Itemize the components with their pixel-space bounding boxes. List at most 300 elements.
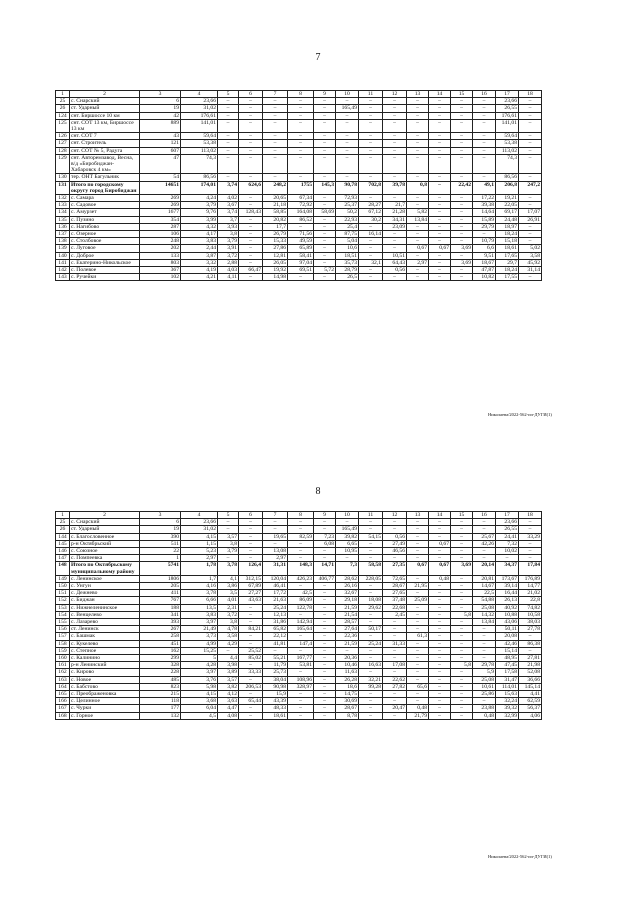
value-cell: 26,5: [336, 274, 359, 281]
value-cell: –: [359, 147, 383, 154]
value-cell: 126,4: [239, 562, 263, 575]
column-header: 18: [519, 512, 542, 519]
value-cell: 37,48: [383, 597, 407, 604]
value-cell: 50,2: [336, 209, 359, 216]
value-cell: –: [314, 98, 336, 105]
value-cell: 0,56: [383, 267, 407, 274]
value-cell: –: [383, 231, 407, 238]
value-cell: 142,94: [288, 619, 314, 626]
value-cell: –: [519, 647, 542, 654]
value-cell: –: [407, 540, 429, 547]
value-cell: 14,71: [314, 562, 336, 575]
value-cell: –: [451, 519, 473, 526]
value-cell: 215: [140, 691, 181, 698]
value-cell: 42,46: [496, 640, 519, 647]
value-cell: 177: [140, 705, 181, 712]
value-cell: –: [314, 604, 336, 611]
table-row: [56, 533, 542, 540]
value-cell: 0,48: [429, 575, 451, 582]
row-number-cell: 139: [56, 245, 70, 252]
value-cell: 47,87: [473, 267, 496, 274]
value-cell: 48,33: [263, 705, 288, 712]
value-cell: 6: [140, 519, 181, 526]
value-cell: 5,72: [314, 267, 336, 274]
value-cell: 22,42: [451, 181, 473, 194]
settlement-name-cell: снт. СОТ № 5, Радуга: [70, 147, 140, 154]
value-cell: 12,81: [263, 252, 288, 259]
value-cell: 99,28: [359, 683, 383, 690]
value-cell: –: [451, 597, 473, 604]
value-cell: 4,02: [218, 195, 239, 202]
value-cell: –: [336, 555, 359, 562]
value-cell: 10,82: [473, 274, 496, 281]
value-cell: 43,06: [496, 619, 519, 626]
value-cell: 85,02: [239, 655, 263, 662]
value-cell: –: [473, 98, 496, 105]
column-header: 9: [314, 512, 336, 519]
row-number-cell: 126: [56, 133, 70, 140]
value-cell: 27,82: [383, 683, 407, 690]
value-cell: –: [314, 705, 336, 712]
value-cell: –: [218, 98, 239, 105]
settlement-name-cell: снт. СОТ 7: [70, 133, 140, 140]
value-cell: 3,83: [181, 238, 218, 245]
value-cell: –: [429, 209, 451, 216]
table-row: [56, 548, 542, 555]
value-cell: –: [314, 119, 336, 132]
row-number-cell: 141: [56, 259, 70, 266]
settlement-name-cell: с. Озерное: [70, 231, 140, 238]
row-number-cell: 167: [56, 705, 70, 712]
value-cell: 26,13: [496, 597, 519, 604]
value-cell: –: [314, 590, 336, 597]
column-header: 2: [70, 512, 140, 519]
value-cell: 0,56: [383, 533, 407, 540]
value-cell: –: [473, 698, 496, 705]
value-cell: 86,56: [496, 174, 519, 181]
row-number-cell: 135: [56, 216, 70, 223]
value-cell: 4,99: [181, 640, 218, 647]
row-number-cell: 142: [56, 267, 70, 274]
value-cell: –: [359, 548, 383, 555]
value-cell: 141,01: [181, 119, 218, 132]
table-row: [56, 267, 542, 274]
value-cell: 39,78: [383, 181, 407, 194]
value-cell: 25,09: [407, 597, 429, 604]
column-header: 2: [70, 91, 140, 98]
table-row: [56, 604, 542, 611]
row-number-cell: 157: [56, 633, 70, 640]
value-cell: –: [359, 669, 383, 676]
value-cell: 13,08: [263, 548, 288, 555]
value-cell: –: [429, 691, 451, 698]
value-cell: 29,18: [336, 597, 359, 604]
settlement-name-cell: с. Столбовое: [70, 238, 140, 245]
value-cell: –: [288, 540, 314, 547]
value-cell: 5,23: [181, 548, 218, 555]
value-cell: 65,89: [288, 245, 314, 252]
value-cell: 4,15: [181, 691, 218, 698]
value-cell: 38,04: [263, 676, 288, 683]
value-cell: –: [473, 647, 496, 654]
value-cell: 3,79: [218, 548, 239, 555]
value-cell: 10,79: [473, 238, 496, 245]
row-number-cell: 140: [56, 252, 70, 259]
value-cell: 0,8: [407, 181, 429, 194]
value-cell: –: [314, 548, 336, 555]
table-row: [56, 245, 542, 252]
column-header: 11: [359, 91, 383, 98]
settlement-name-cell: с. Самара: [70, 195, 140, 202]
row-number-cell: 129: [56, 154, 70, 174]
value-cell: –: [288, 274, 314, 281]
value-cell: 188: [140, 604, 181, 611]
value-cell: 3,97: [181, 619, 218, 626]
settlement-name-cell: р-н Октябрьский: [70, 540, 140, 547]
value-cell: 27,27: [239, 590, 263, 597]
value-cell: –: [407, 267, 429, 274]
table-row: [56, 597, 542, 604]
value-cell: 328: [140, 662, 181, 669]
value-cell: 4,5: [181, 712, 218, 719]
value-cell: –: [407, 662, 429, 669]
value-cell: 132: [140, 712, 181, 719]
value-cell: 702,8: [359, 181, 383, 194]
value-cell: 18,24: [496, 231, 519, 238]
row-number-cell: 26: [56, 526, 70, 533]
table-row: [56, 611, 542, 618]
value-cell: –: [218, 519, 239, 526]
value-cell: 165,49: [336, 105, 359, 112]
value-cell: –: [359, 98, 383, 105]
value-cell: –: [239, 231, 263, 238]
value-cell: 4,12: [218, 691, 239, 698]
settlement-name-cell: с. Чурки: [70, 705, 140, 712]
value-cell: 0,67: [429, 245, 451, 252]
value-cell: –: [473, 519, 496, 526]
column-header: 15: [451, 91, 473, 98]
value-cell: 28,79: [336, 267, 359, 274]
value-cell: 56,37: [519, 705, 542, 712]
settlement-name-cell: ст. Ленинск: [70, 626, 140, 633]
value-cell: –: [429, 647, 451, 654]
value-cell: –: [407, 626, 429, 633]
value-cell: –: [473, 555, 496, 562]
value-cell: 72,93: [336, 195, 359, 202]
value-cell: 17,84: [519, 562, 542, 575]
row-number-cell: 148: [56, 562, 70, 575]
table-row: [56, 640, 542, 647]
value-cell: –: [263, 98, 288, 105]
value-cell: 11,79: [263, 662, 288, 669]
value-cell: 31,86: [263, 619, 288, 626]
table-row: [56, 98, 542, 105]
value-cell: 3,72: [218, 611, 239, 618]
value-cell: –: [429, 133, 451, 140]
value-cell: 176,61: [496, 112, 519, 119]
value-cell: 312,15: [239, 575, 263, 582]
value-cell: –: [407, 147, 429, 154]
value-cell: –: [429, 259, 451, 266]
value-cell: 2,44: [181, 245, 218, 252]
value-cell: –: [383, 154, 407, 174]
value-cell: 3,69: [451, 245, 473, 252]
value-cell: 4,16: [181, 583, 218, 590]
value-cell: –: [239, 548, 263, 555]
value-cell: 133: [140, 252, 181, 259]
row-number-cell: 164: [56, 683, 70, 690]
value-cell: –: [519, 105, 542, 112]
value-cell: 46,56: [383, 548, 407, 555]
value-cell: 19: [140, 105, 181, 112]
value-cell: –: [314, 133, 336, 140]
settlement-name-cell: с. Целинное: [70, 698, 140, 705]
row-number-cell: 153: [56, 604, 70, 611]
value-cell: 5: [181, 655, 218, 662]
value-cell: –: [288, 548, 314, 555]
table-header-row: [56, 512, 542, 519]
table-row: [56, 174, 542, 181]
value-cell: –: [429, 231, 451, 238]
value-cell: –: [519, 526, 542, 533]
value-cell: 5,8: [451, 662, 473, 669]
settlement-name-cell: с. Бабстово: [70, 683, 140, 690]
value-cell: –: [451, 555, 473, 562]
value-cell: 5,98: [181, 683, 218, 690]
value-cell: –: [383, 105, 407, 112]
value-cell: 451: [140, 640, 181, 647]
table-row: [56, 669, 542, 676]
value-cell: 15,33: [263, 238, 288, 245]
value-cell: –: [239, 154, 263, 174]
value-cell: 42,5: [288, 590, 314, 597]
value-cell: 42,26: [473, 540, 496, 547]
value-cell: –: [519, 119, 542, 132]
row-number-cell: 125: [56, 119, 70, 132]
value-cell: 1806: [140, 575, 181, 582]
value-cell: –: [314, 676, 336, 683]
value-cell: –: [451, 633, 473, 640]
value-cell: 269: [140, 202, 181, 209]
value-cell: –: [359, 647, 383, 654]
value-cell: –: [218, 174, 239, 181]
value-cell: 33,29: [519, 533, 542, 540]
value-cell: –: [288, 140, 314, 147]
value-cell: 1: [140, 555, 181, 562]
value-cell: 607: [140, 147, 181, 154]
value-cell: –: [429, 154, 451, 174]
value-cell: –: [383, 98, 407, 105]
value-cell: 14,75: [336, 691, 359, 698]
value-cell: –: [429, 633, 451, 640]
value-cell: 50,17: [359, 626, 383, 633]
value-cell: –: [407, 140, 429, 147]
value-cell: 6,08: [314, 540, 336, 547]
table-row: [56, 590, 542, 597]
value-cell: 27,78: [519, 626, 542, 633]
value-cell: 4,24: [181, 195, 218, 202]
value-cell: –: [239, 633, 263, 640]
value-cell: –: [288, 133, 314, 140]
value-cell: –: [288, 712, 314, 719]
value-cell: 10,61: [473, 683, 496, 690]
value-cell: 19: [140, 526, 181, 533]
value-cell: 162: [140, 647, 181, 654]
settlement-name-cell: снт. Строитель: [70, 140, 140, 147]
value-cell: –: [407, 119, 429, 132]
value-cell: –: [451, 548, 473, 555]
value-cell: –: [429, 662, 451, 669]
value-cell: 35,73: [336, 259, 359, 266]
value-cell: 206,53: [239, 683, 263, 690]
row-number-cell: 145: [56, 540, 70, 547]
value-cell: –: [473, 231, 496, 238]
value-cell: –: [336, 133, 359, 140]
value-cell: 206,8: [496, 181, 519, 194]
value-cell: 41,81: [263, 640, 288, 647]
row-number-cell: 128: [56, 147, 70, 154]
value-cell: 20,08: [496, 633, 519, 640]
value-cell: –: [314, 147, 336, 154]
value-cell: 118: [140, 698, 181, 705]
value-cell: 3,78: [218, 562, 239, 575]
value-cell: –: [288, 147, 314, 154]
row-number-cell: 150: [56, 583, 70, 590]
value-cell: –: [314, 647, 336, 654]
value-cell: 17,55: [496, 274, 519, 281]
value-cell: –: [359, 590, 383, 597]
value-cell: –: [314, 597, 336, 604]
value-cell: 34,37: [496, 562, 519, 575]
value-cell: 3,98: [218, 662, 239, 669]
value-cell: 43: [140, 133, 181, 140]
value-cell: 4,1: [218, 575, 239, 582]
value-cell: –: [473, 655, 496, 662]
value-cell: 24,48: [496, 216, 519, 223]
value-cell: 28,62: [336, 575, 359, 582]
value-cell: –: [407, 611, 429, 618]
value-cell: 3,5: [218, 590, 239, 597]
value-cell: 15,14: [496, 647, 519, 654]
value-cell: –: [336, 98, 359, 105]
value-cell: 102: [140, 274, 181, 281]
value-cell: 4,21: [181, 274, 218, 281]
value-cell: –: [239, 712, 263, 719]
value-cell: 4,41: [519, 691, 542, 698]
value-cell: 0,67: [407, 562, 429, 575]
value-cell: –: [473, 633, 496, 640]
value-cell: 0,67: [407, 245, 429, 252]
value-cell: –: [239, 604, 263, 611]
value-cell: –: [336, 154, 359, 174]
value-cell: 33,33: [239, 669, 263, 676]
value-cell: 4,47: [218, 705, 239, 712]
value-cell: –: [239, 195, 263, 202]
column-header: 12: [383, 91, 407, 98]
value-cell: 202: [140, 245, 181, 252]
value-cell: 3,99: [181, 216, 218, 223]
value-cell: –: [451, 575, 473, 582]
settlement-name-cell: Итого по городскому округу город Биробиджан: [70, 181, 140, 194]
value-cell: –: [451, 705, 473, 712]
value-cell: 2,88: [218, 259, 239, 266]
value-cell: 21,54: [336, 611, 359, 618]
value-cell: –: [314, 231, 336, 238]
row-number-cell: 154: [56, 611, 70, 618]
value-cell: –: [239, 526, 263, 533]
value-cell: –: [263, 519, 288, 526]
value-cell: 25,86: [473, 691, 496, 698]
value-cell: –: [407, 647, 429, 654]
row-number-cell: 165: [56, 691, 70, 698]
page-number: 7: [315, 52, 321, 63]
value-cell: –: [451, 154, 473, 174]
value-cell: –: [314, 655, 336, 662]
value-cell: 53,38: [181, 140, 218, 147]
value-cell: 10,6: [336, 245, 359, 252]
value-cell: –: [239, 533, 263, 540]
value-cell: –: [407, 202, 429, 209]
value-cell: 15,89: [473, 216, 496, 223]
value-cell: 9,76: [181, 209, 218, 216]
value-cell: 341: [140, 611, 181, 618]
value-cell: –: [407, 174, 429, 181]
value-cell: –: [239, 223, 263, 230]
table-row: [56, 633, 542, 640]
value-cell: 18,6: [336, 683, 359, 690]
value-cell: 87,75: [336, 231, 359, 238]
value-cell: 84,21: [239, 626, 263, 633]
row-number-cell: 159: [56, 647, 70, 654]
value-cell: –: [519, 231, 542, 238]
value-cell: –: [407, 548, 429, 555]
value-cell: –: [451, 683, 473, 690]
value-cell: –: [519, 147, 542, 154]
value-cell: –: [473, 548, 496, 555]
value-cell: 29,79: [473, 223, 496, 230]
column-header: 13: [407, 512, 429, 519]
value-cell: –: [519, 548, 542, 555]
value-cell: –: [314, 640, 336, 647]
table-row: [56, 683, 542, 690]
value-cell: 113,02: [181, 147, 218, 154]
value-cell: 22,12: [263, 633, 288, 640]
value-cell: –: [239, 245, 263, 252]
value-cell: 6,04: [181, 705, 218, 712]
value-cell: –: [451, 647, 473, 654]
value-cell: 390: [140, 533, 181, 540]
value-cell: 2,45: [383, 611, 407, 618]
value-cell: 269: [140, 195, 181, 202]
value-cell: –: [359, 195, 383, 202]
value-cell: –: [239, 216, 263, 223]
value-cell: –: [383, 195, 407, 202]
value-cell: 6,66: [181, 597, 218, 604]
value-cell: 66,47: [239, 267, 263, 274]
table-row: [56, 259, 542, 266]
value-cell: 21,79: [407, 712, 429, 719]
settlement-name-cell: с. Новое: [70, 676, 140, 683]
value-cell: 32,99: [496, 712, 519, 719]
value-cell: 29,78: [473, 662, 496, 669]
value-cell: –: [314, 519, 336, 526]
value-cell: –: [407, 691, 429, 698]
table-row: [56, 712, 542, 719]
settlement-name-cell: с. Нижнеленинское: [70, 604, 140, 611]
value-cell: 3,63: [218, 698, 239, 705]
value-cell: 7,23: [314, 533, 336, 540]
value-cell: –: [288, 555, 314, 562]
